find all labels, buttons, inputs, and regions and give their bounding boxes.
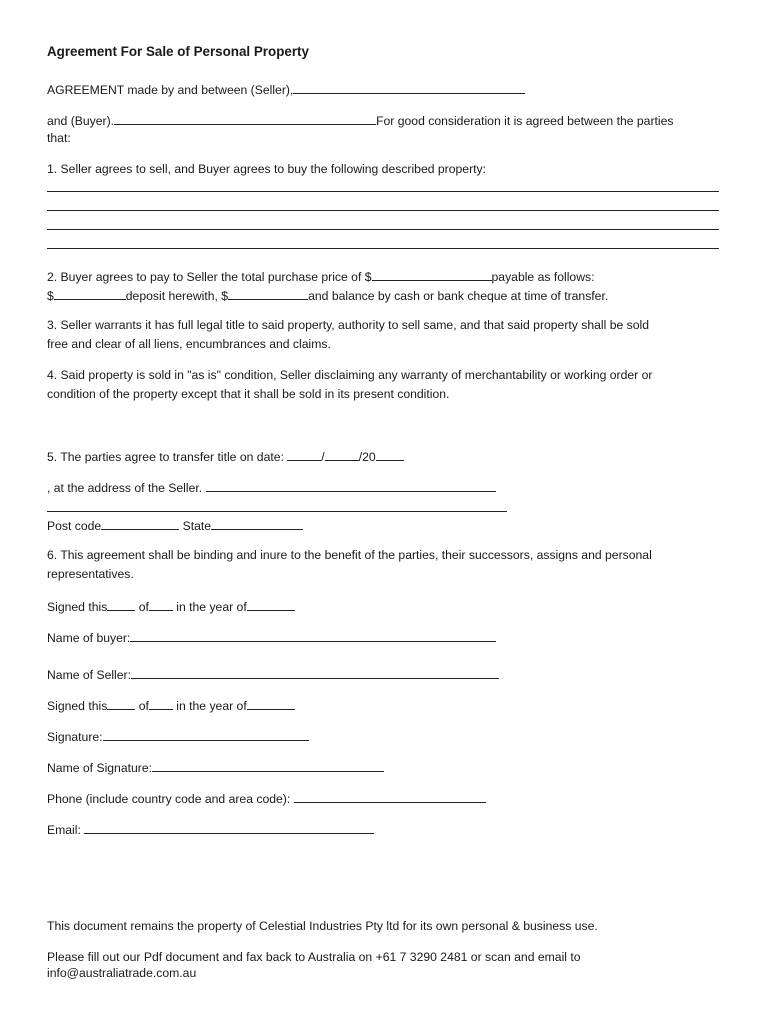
signed-month-field-2[interactable] — [149, 697, 173, 710]
signed-year-field-2[interactable] — [247, 697, 295, 710]
signature-line — [47, 728, 309, 745]
buyer-line — [47, 112, 673, 129]
clause-2-text: 2. Buyer agrees to pay to Seller the total purchase price of $ — [47, 270, 372, 284]
name-signature-line — [47, 759, 384, 776]
property-line-4[interactable] — [47, 248, 719, 249]
email-label: Email: — [47, 823, 81, 837]
balance-text: and balance by cash or bank cheque at time of transfer. — [308, 289, 609, 303]
agreement-label: AGREEMENT made by and between (Seller), — [47, 83, 294, 97]
address-field[interactable] — [206, 479, 496, 492]
address-line — [47, 479, 496, 496]
purchase-price-field[interactable] — [372, 268, 492, 281]
seller-name-field[interactable] — [293, 81, 525, 94]
consideration-text: For good consideration it is agreed between the parties — [376, 114, 674, 128]
buyer-name-label: Name of buyer: — [47, 631, 131, 645]
seller-name-line — [47, 666, 499, 683]
buyer-name-field[interactable] — [114, 112, 376, 125]
signed-line-1 — [47, 598, 295, 615]
clause-1: 1. Seller agrees to sell, and Buyer agrees to buy the following described property: — [47, 162, 486, 176]
address-field-line-2[interactable] — [47, 511, 507, 512]
signed-year-label: in the year of — [176, 600, 247, 614]
name-signature-input[interactable] — [152, 759, 384, 772]
postcode-state-line — [47, 517, 303, 534]
property-line-1[interactable] — [47, 191, 719, 192]
balance-field[interactable] — [228, 287, 308, 300]
clause-2-line-2 — [47, 287, 608, 304]
signed-line-2 — [47, 697, 295, 714]
deposit-field[interactable] — [54, 287, 126, 300]
footer-email[interactable]: info@australiatrade.com.au — [47, 966, 197, 980]
phone-input[interactable] — [294, 790, 486, 803]
seller-name-label: Name of Seller: — [47, 668, 131, 682]
state-label: State — [182, 519, 212, 533]
buyer-name-input[interactable] — [130, 629, 496, 642]
clause-6-line-1: 6. This agreement shall be binding and inure to the benefit of the parties, their successors, assigns and personal — [47, 548, 652, 562]
clause-4-line-1: 4. Said property is sold in "as is" condition, Seller disclaiming any warranty of merchantability or working order or — [47, 368, 653, 382]
dollar-sign: $ — [47, 289, 54, 303]
clause-5-text: 5. The parties agree to transfer title on date: — [47, 450, 284, 464]
email-input[interactable] — [84, 821, 374, 834]
phone-label: Phone (include country code and area code): — [47, 792, 291, 806]
clause-3-line-2: free and clear of all liens, encumbrances and claims. — [47, 337, 331, 351]
address-label: , at the address of the Seller. — [47, 481, 203, 495]
transfer-day-field[interactable] — [287, 448, 321, 461]
signed-this-label: Signed this — [47, 600, 108, 614]
seller-name-input[interactable] — [131, 666, 499, 679]
phone-line — [47, 790, 486, 807]
clause-5 — [47, 448, 404, 465]
transfer-month-field[interactable] — [325, 448, 359, 461]
state-field[interactable] — [211, 517, 303, 530]
footer-ownership: This document remains the property of Celestial Industries Pty ltd for its own personal & business use. — [47, 919, 598, 933]
document-title: Agreement For Sale of Personal Property — [47, 44, 309, 59]
postcode-label: Post code — [47, 519, 102, 533]
property-line-3[interactable] — [47, 229, 719, 230]
email-line — [47, 821, 374, 838]
clause-4-line-2: condition of the property except that it shall be sold in its present condition. — [47, 387, 450, 401]
buyer-label: and (Buyer). — [47, 114, 115, 128]
clause-2-line-1 — [47, 268, 595, 285]
payable-text: payable as follows: — [491, 270, 595, 284]
signed-of-label-2: of — [138, 699, 149, 713]
signed-of-label: of — [138, 600, 149, 614]
property-line-2[interactable] — [47, 210, 719, 211]
signed-day-field[interactable] — [107, 598, 135, 611]
agreement-line — [47, 81, 525, 98]
signed-year-field[interactable] — [247, 598, 295, 611]
clause-6-line-2: representatives. — [47, 567, 134, 581]
postcode-field[interactable] — [101, 517, 179, 530]
year-prefix: /20 — [358, 450, 376, 464]
signature-label: Signature: — [47, 730, 103, 744]
signed-month-field[interactable] — [149, 598, 173, 611]
date-separator: / — [321, 450, 325, 464]
signed-day-field-2[interactable] — [107, 697, 135, 710]
buyer-line-cont: that: — [47, 131, 71, 145]
name-signature-label: Name of Signature: — [47, 761, 153, 775]
signature-input[interactable] — [103, 728, 309, 741]
clause-3-line-1: 3. Seller warrants it has full legal title to said property, authority to sell same, and that said property shall be sold — [47, 318, 650, 332]
signed-this-label-2: Signed this — [47, 699, 108, 713]
buyer-name-line — [47, 629, 496, 646]
signed-year-label-2: in the year of — [176, 699, 247, 713]
transfer-year-field[interactable] — [376, 448, 404, 461]
footer-instructions-line-1: Please fill out our Pdf document and fax back to Australia on +61 7 3290 2481 or scan and email to — [47, 950, 581, 964]
deposit-text: deposit herewith, $ — [125, 289, 229, 303]
